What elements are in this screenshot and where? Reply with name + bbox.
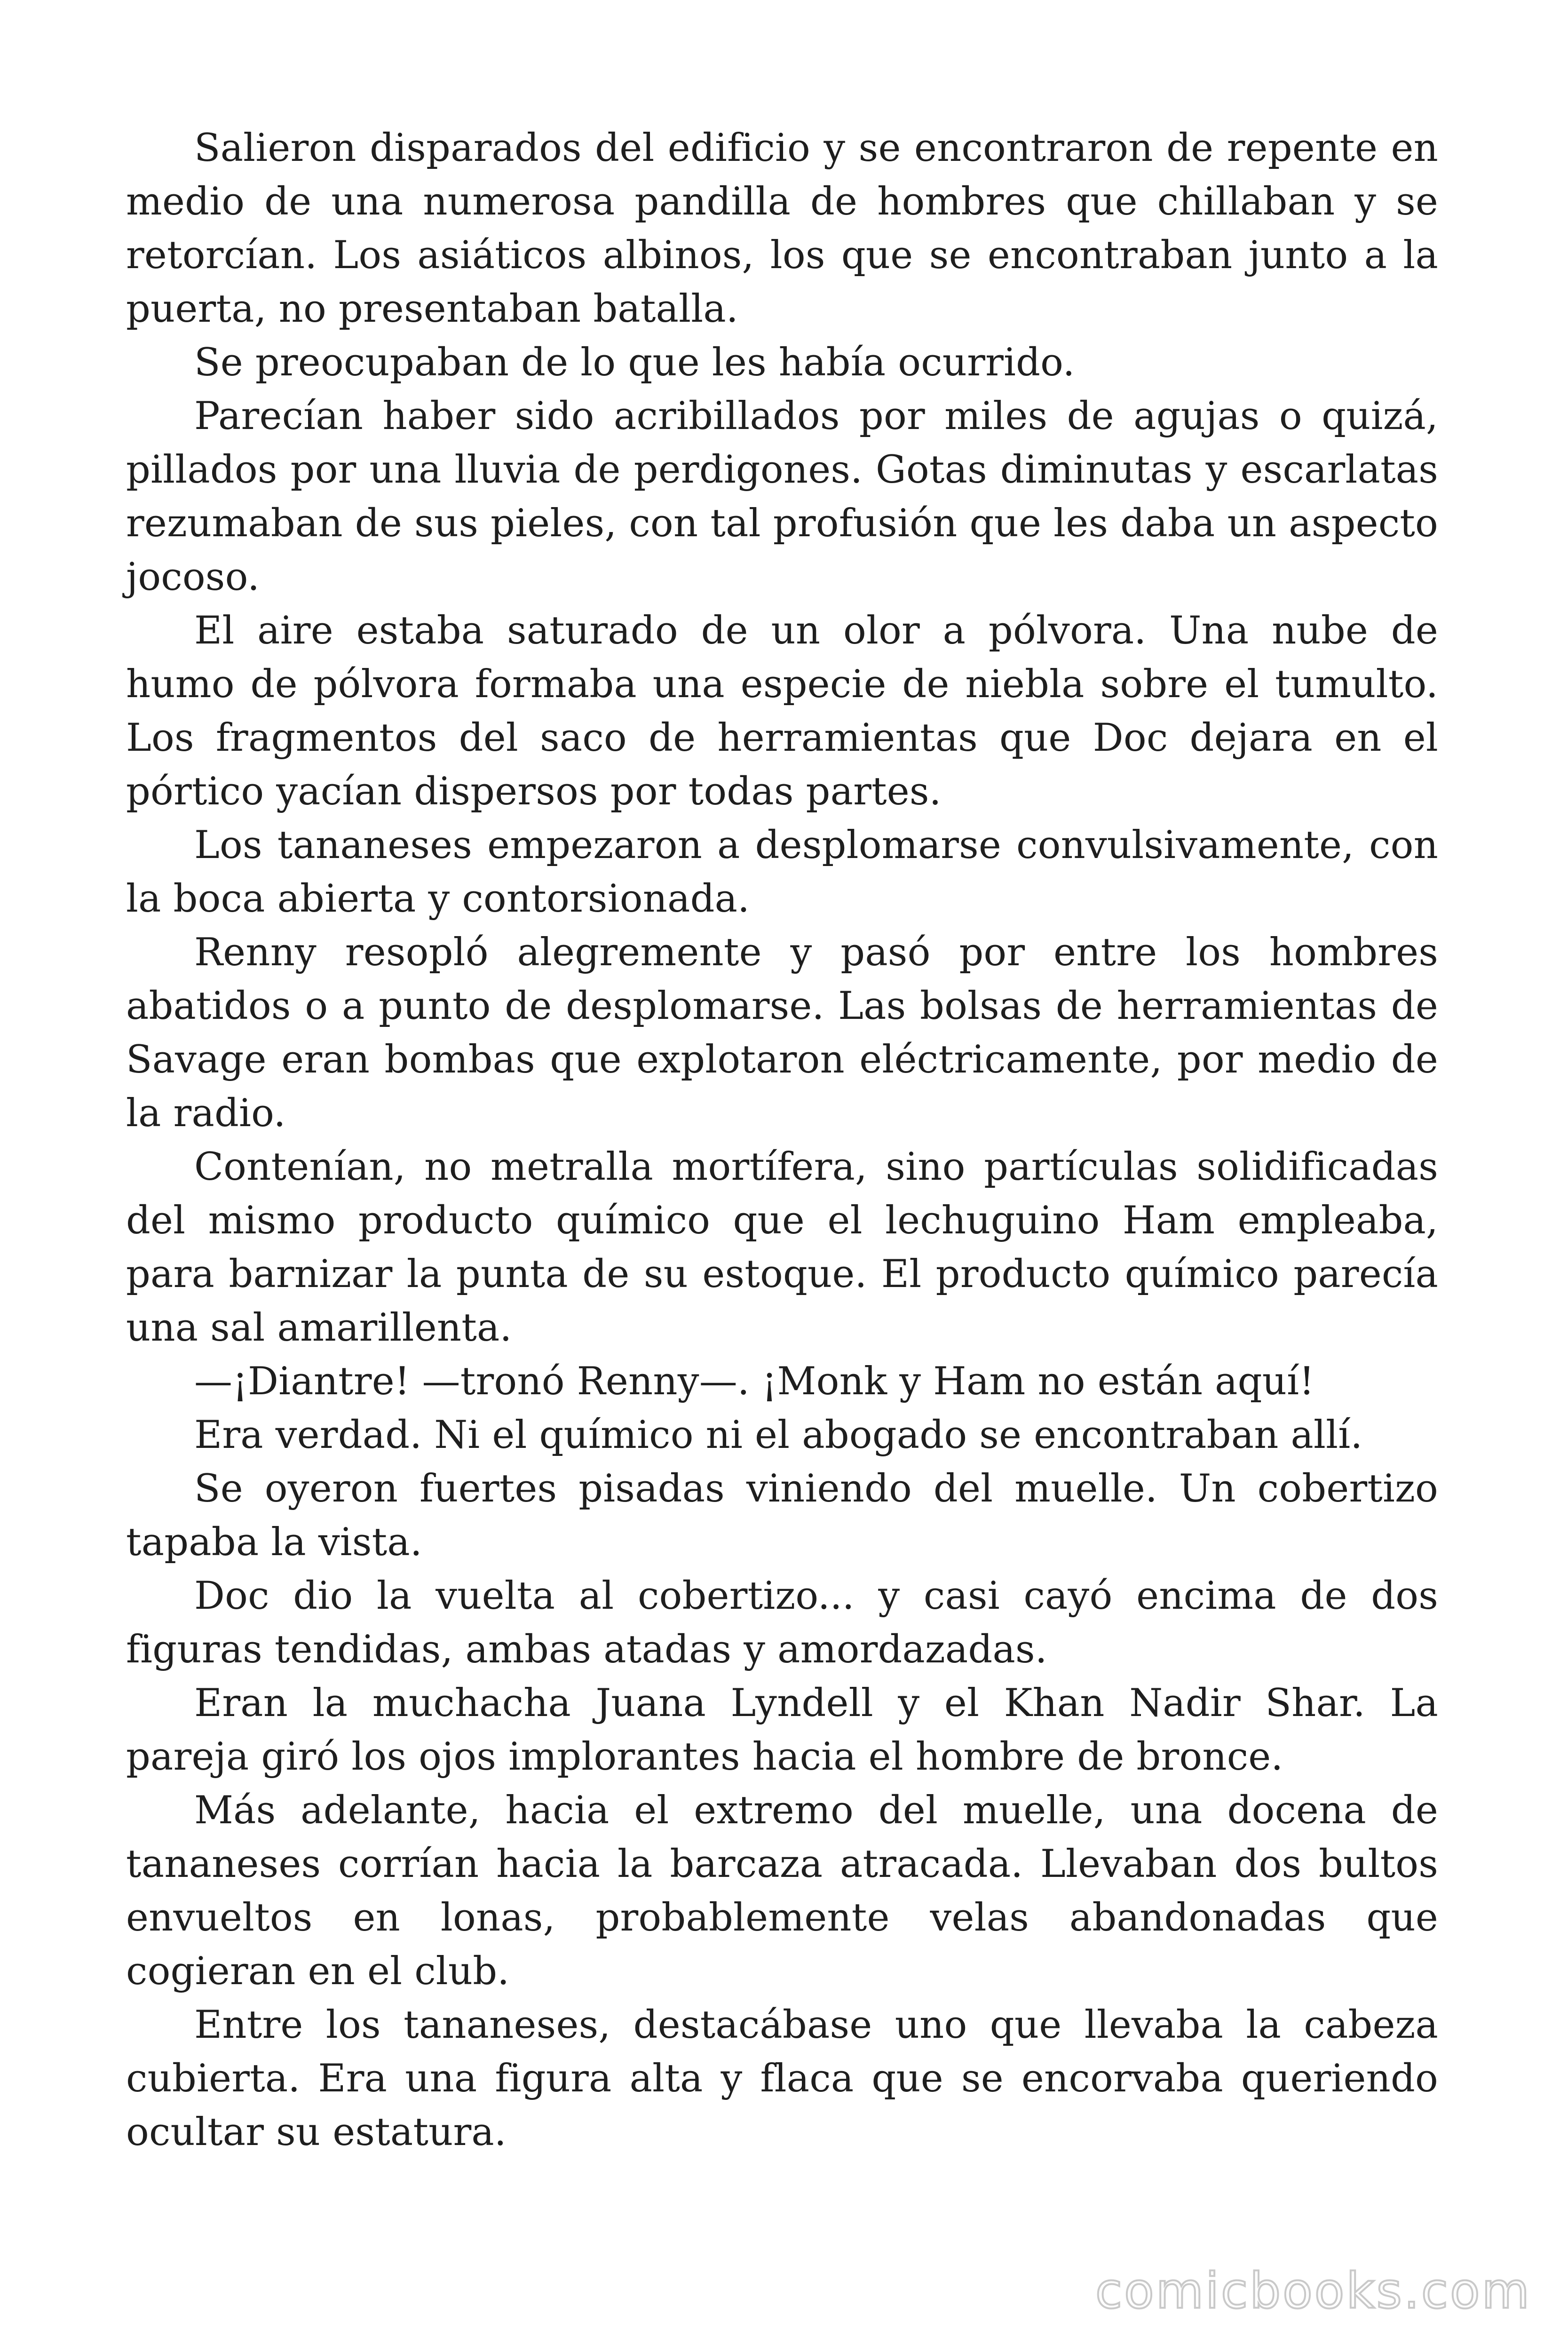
page-body-text [126, 121, 1438, 2159]
paragraph: Entre los tananeses, destacábase uno que llevaba la cabeza cubierta. Era una figura alta y flaca que se encorvaba queriendo ocultar su estatura. [126, 2003, 1438, 2154]
paragraph: Los tananeses empezaron a desplomarse convulsivamente, con la boca abierta y contorsionada. [126, 823, 1438, 921]
paragraph: Se preocupaban de lo que les había ocurrido. [194, 341, 1075, 385]
paragraph: Era verdad. Ni el químico ni el abogado se encontraban allí. [194, 1413, 1363, 1457]
paragraph: Contenían, no metralla mortífera, sino partículas solidificadas del mismo producto químico que el lechuguino Ham empleaba, para barnizar la punta de su estoque. El producto químico parecía una sal amarillenta. [126, 1145, 1438, 1350]
paragraph: El aire estaba saturado de un olor a pólvora. Una nube de humo de pólvora formaba una especie de niebla sobre el tumulto. Los fragmentos del saco de herramientas que Doc dejara en el pórtico yacían dispersos por todas partes. [126, 609, 1438, 814]
paragraph: Más adelante, hacia el extremo del muelle, una docena de tananeses corrían hacia la barcaza atracada. Llevaban dos bultos envueltos en lonas, probablemente velas abandonadas que cogieran en el club. [126, 1788, 1438, 1994]
paragraph: Salieron disparados del edificio y se encontraron de repente en medio de una numerosa pandilla de hombres que chillaban y se retorcían. Los asiáticos albinos, los que se encontraban junto a la puerta, no presentaban batalla. [126, 126, 1438, 331]
watermark-text: comicbooks.com [1095, 2262, 1531, 2320]
paragraph: —¡Diantre! —tronó Renny—. ¡Monk y Ham no están aquí! [194, 1359, 1315, 1404]
paragraph: Eran la muchacha Juana Lyndell y el Khan Nadir Shar. La pareja giró los ojos implorantes hacia el hombre de bronce. [126, 1681, 1438, 1779]
paragraph: Renny resopló alegremente y pasó por entre los hombres abatidos o a punto de desplomarse. Las bolsas de herramientas de Savage eran bombas que explotaron eléctricamente, por medio de la radio. [126, 930, 1438, 1136]
paragraph: Doc dio la vuelta al cobertizo... y casi cayó encima de dos figuras tendidas, ambas atadas y amordazadas. [126, 1574, 1438, 1672]
paragraph: Se oyeron fuertes pisadas viniendo del muelle. Un cobertizo tapaba la vista. [126, 1467, 1438, 1565]
paragraph: Parecían haber sido acribillados por miles de agujas o quizá, pillados por una lluvia de perdigones. Gotas diminutas y escarlatas rezumaban de sus pieles, con tal profusión que les daba un aspecto jocoso. [126, 394, 1438, 599]
